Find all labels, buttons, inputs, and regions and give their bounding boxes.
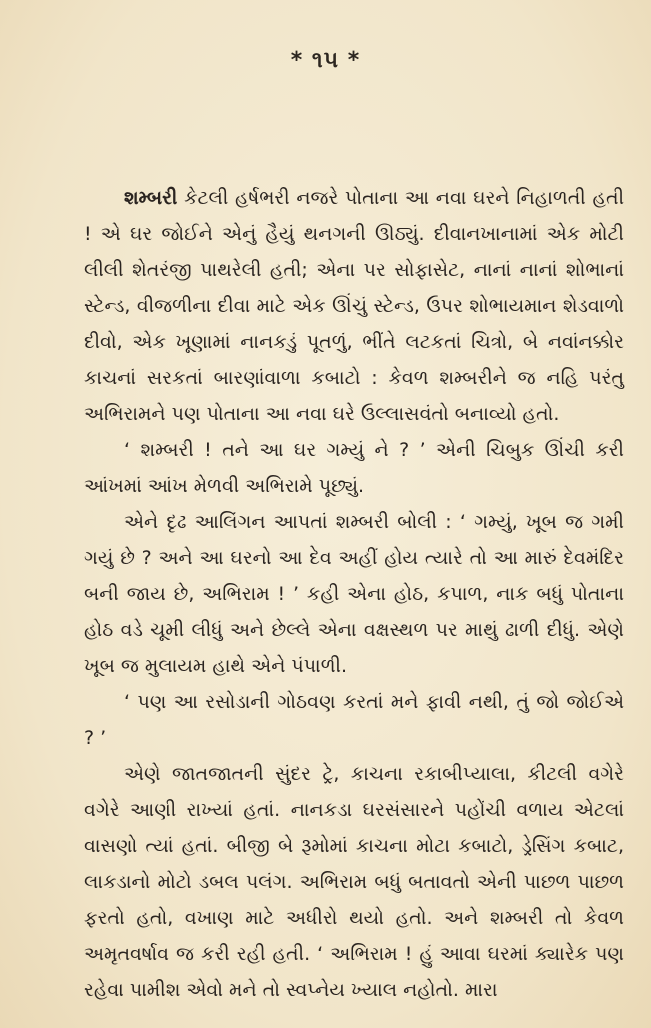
- paragraph-3: [84, 504, 624, 684]
- body-text: [84, 180, 624, 1008]
- paragraph-lead-word: શમ્બરી: [124, 187, 178, 209]
- paragraph-text: ‘ પણ આ રસોડાની ગોઠવણ કરતાં મને ફાવી નથી, તું જો જોઈએ ? ’: [84, 691, 624, 749]
- paragraph-1: [84, 180, 624, 432]
- chapter-heading: * ૧૫ *: [290, 48, 361, 73]
- paragraph-text: કેટલી હર્ષભરી નજરે પોતાના આ નવા ઘરને નિહાળતી હતી ! એ ઘર જોઈને એનું હૈયું થનગની ઊઠ્યું. દીવાનખાનામાં એક મોટી લીલી શેતરંજી પાથરેલી હતી; એના પર સોફાસેટ, નાનાં નાનાં શોભાનાં સ્ટેન્ડ, વીજળીના દીવા માટે એક ઊંચું સ્ટેન્ડ, ઉપર શોભાયમાન શેડવાળો દીવો, એક ખૂણામાં નાનકડું પૂતળું, ભીંતે લટકતાં ચિત્રો, બે નવાંનક્કોર કાચનાં સરકતાં બારણાંવાળા કબાટો : કેવળ શમ્બરીને જ નહિ પરંતુ અભિરામને પણ પોતાના આ નવા ઘરે ઉલ્લાસવંતો બનાવ્યો હતો.: [84, 187, 624, 425]
- paragraph-text: ‘ શમ્બરી ! તને આ ઘર ગમ્યું ને ? ’ એની ચિબુક ઊંચી કરી આંખમાં આંખ મેળવી અભિરામે પૂછ્યું.: [84, 439, 624, 497]
- paragraph-text: એને દૃઢ આલિંગન આપતાં શમ્બરી બોલી : ‘ ગમ્યું, ખૂબ જ ગમી ગયું છે ? અને આ ઘરનો આ દેવ અહીં હોય ત્યારે તો આ મારું દેવમંદિર બની જાય છે, અભિરામ ! ’ કહી એના હોઠ, કપાળ, નાક બધું પોતાના હોઠ વડે ચૂમી લીધું અને છેલ્લે એના વક્ષસ્થળ પર માથું ઢાળી દીધું. એણે ખૂબ જ મુલાયમ હાથે એને પંપાળી.: [84, 511, 624, 677]
- paragraph-2: [84, 432, 624, 504]
- paragraph-text: એણે જાતજાતની સુંદર ટ્રે, કાચના રકાબીપ્યાલા, કીટલી વગેરે વગેરે આણી રાખ્યાં હતાં. નાનકડા ઘરસંસારને પહોંચી વળાય એટલાં વાસણો ત્યાં હતાં. બીજી બે રૂમોમાં કાચના મોટા કબાટો, ડ્રેસિંગ કબાટ, લાકડાનો મોટો ડબલ પલંગ. અભિરામ બધું બતાવતો એની પાછળ પાછળ ફરતો હતો, વખાણ માટે અધીરો થયો હતો. અને શમ્બરી તો કેવળ અમૃતવર્ષાવ જ કરી રહી હતી. ‘ અભિરામ ! હું આવા ઘરમાં ક્યારેક પણ રહેવા પામીશ એવો મને તો સ્વપ્નેય ખ્યાલ નહોતો. મારા: [84, 763, 624, 1001]
- paragraph-5: [84, 756, 624, 1008]
- paragraph-4: [84, 684, 624, 756]
